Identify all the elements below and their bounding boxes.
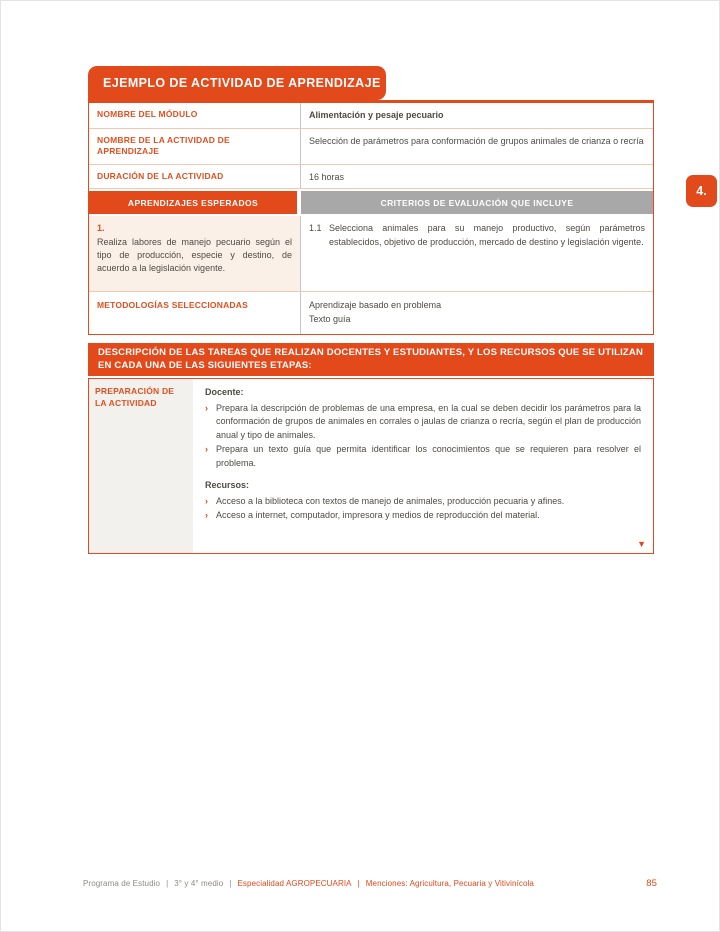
footer-separator: | (229, 879, 232, 888)
page-title: EJEMPLO DE ACTIVIDAD DE APRENDIZAJE (103, 76, 381, 90)
methodology-label: METODOLOGÍAS SELECCIONADAS (89, 292, 301, 334)
bullet-icon: › (205, 444, 208, 454)
footer-grade: 3° y 4° medio (174, 879, 224, 888)
evaluation-criteria-cell (301, 216, 653, 291)
row-value: Selección de parámetros para conformación de grupos animales de crianza o recría (309, 136, 644, 146)
footer-text (83, 879, 534, 888)
preparation-content (193, 379, 653, 553)
page-number: 85 (646, 878, 657, 889)
row-value: Alimentación y pesaje pecuario (309, 110, 444, 120)
footer-program: Programa de Estudio (83, 879, 161, 888)
preparation-label: PREPARACIÓN DE LA ACTIVIDAD (89, 379, 193, 553)
preparation-section (88, 378, 654, 554)
footer-specialty: Especialidad AGROPECUARIA (237, 879, 352, 888)
row-label: DURACIÓN DE LA ACTIVIDAD (89, 165, 301, 188)
footer-separator: | (357, 879, 360, 888)
continuation-arrow-icon: ▼ (637, 539, 646, 549)
chapter-tab: 4. (686, 175, 717, 207)
table-row-module-name (89, 103, 653, 129)
bullet-icon: › (205, 402, 208, 413)
list-item-text: Acceso a la biblioteca con textos de manejo de animales, producción pecuaria y afines. (216, 495, 565, 506)
list-item-text: Prepara la descripción de problemas de una empresa, en la cual se deben decidir los parámetros para la conformación de grupos de animales en corrales o jaulas de crianza o recría, según el plan de producción anual y tipo de animales. (216, 402, 641, 440)
row-label: NOMBRE DE LA ACTIVIDAD DE APRENDIZAJE (89, 129, 301, 164)
list-item (205, 509, 641, 523)
page-footer (83, 878, 657, 889)
row-label: NOMBRE DEL MÓDULO (89, 103, 301, 128)
expected-learning-number: 1. (97, 223, 105, 234)
recursos-heading: Recursos: (205, 480, 250, 490)
evaluation-criteria-header: CRITERIOS DE EVALUACIÓN QUE INCLUYE (301, 191, 653, 214)
banner-text: DESCRIPCIÓN DE LAS TAREAS QUE REALIZAN DOCENTES Y ESTUDIANTES, Y LOS RECURSOS QUE SE UTILIZAN EN CADA UNA DE LAS SIGUIENTES ETAPAS: (98, 347, 644, 371)
activity-info-table (88, 100, 654, 335)
footer-mentions: Menciones: Agricultura, Pecuaria y Vitivinícola (365, 879, 534, 888)
list-item-text: Prepara un texto guía que permita identificar los conocimientos que se requieren para resolver el problema. (216, 444, 641, 468)
list-item (205, 402, 641, 443)
methodology-values (301, 292, 653, 334)
list-item (205, 495, 641, 509)
methodology-row (89, 291, 653, 334)
bullet-icon: › (205, 495, 208, 506)
expected-learning-header: APRENDIZAJES ESPERADOS (89, 191, 297, 214)
expected-learning-cell (89, 216, 301, 291)
methodology-value: Texto guía (309, 313, 351, 324)
table-row-activity-name (89, 129, 653, 165)
methodology-value: Aprendizaje basado en problema (309, 300, 442, 311)
row-value: 16 horas (309, 172, 345, 182)
learning-content-row (89, 216, 653, 291)
footer-separator: | (166, 879, 169, 888)
docente-heading: Docente: (205, 387, 244, 397)
list-item-text: Acceso a internet, computador, impresora y medios de reproducción del material. (216, 510, 540, 520)
table-row-duration (89, 165, 653, 189)
bullet-icon: › (205, 510, 208, 520)
criteria-text: Selecciona animales para su manejo productivo, según parámetros establecidos, objetivo de producción, mercado de destino y legislación vigente. (329, 223, 645, 247)
tasks-description-banner (88, 343, 654, 376)
criteria-number: 1.1 (309, 223, 322, 234)
expected-learning-text: Realiza labores de manejo pecuario según el tipo de producción, especie y destino, de acuerdo a la legislación vigente. (97, 237, 292, 274)
list-item (205, 443, 641, 470)
learning-table-header-row (89, 189, 653, 216)
activity-example-title-tab (88, 66, 386, 100)
